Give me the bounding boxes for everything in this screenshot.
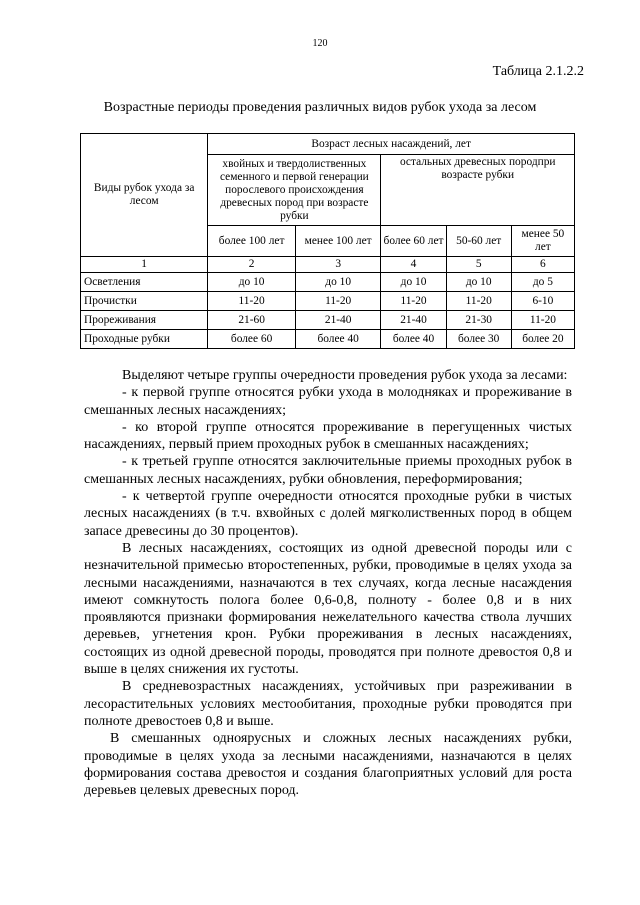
group-b-header: остальных древесных породпри возрасте рубки xyxy=(381,155,575,226)
table-cell: более 30 xyxy=(446,330,511,349)
body-text xyxy=(84,367,572,799)
column-number: 2 xyxy=(208,257,296,273)
row-name: Прореживания xyxy=(81,311,208,330)
table-row xyxy=(81,273,575,292)
paragraph: В лесных насаждениях, состоящих из одной древесной породы или с незначительной примесью второстепенных, рубки, проводимые в целях ухода за лесными насаждениями, назначаются в тех случаях, когда лесные насаждения имеют сомкнутость полога более 0,6-0,8, полноту - более 0,8 и в них проявляются признаки формирования нежелательного качества ствола лучших деревьев, угнетения крон. Рубки прореживания в лесных насаждениях, состоящих из одной древесной породы, проводятся при полноте древостоя 0,8 и выше в целях снижения их густоты. xyxy=(84,540,572,678)
table-cell: более 40 xyxy=(381,330,446,349)
table-cell: 6-10 xyxy=(511,292,574,311)
table-cell: 11-20 xyxy=(446,292,511,311)
table-cell: до 10 xyxy=(381,273,446,292)
table-cell: до 5 xyxy=(511,273,574,292)
row-header-cell: Виды рубок ухода за лесом xyxy=(81,134,208,257)
list-item: - к первой группе относятся рубки ухода в молодняках и прореживание в смешанных лесных насаждениях; xyxy=(84,385,572,418)
subheader-cell: менее 100 лет xyxy=(295,226,381,257)
paragraph: В средневозрастных насаждениях, устойчивых при разреживании в лесорастительных условиях местообитания, проходные рубки проводятся при полноте древостоев 0,8 и выше. xyxy=(84,679,572,729)
table-cell: 21-40 xyxy=(381,311,446,330)
column-number: 6 xyxy=(511,257,574,273)
table-cell: 11-20 xyxy=(208,292,296,311)
table-cell: 11-20 xyxy=(295,292,381,311)
paragraph: В смешанных одноярусных и сложных лесных насаждениях рубки, проводимые в целях ухода за лесными насаждениями, назначаются в целях формирования состава древостоя и создания благоприятных условий для роста деревьев целевых древесных пород. xyxy=(84,731,572,799)
row-name: Проходные рубки xyxy=(81,330,208,349)
group-a-header: хвойных и твердолиственных семенного и первой генерации порослевого происхождения древесных пород при возрасте рубки xyxy=(208,155,381,226)
row-name: Осветления xyxy=(81,273,208,292)
table-cell: более 60 xyxy=(208,330,296,349)
table-cell: 21-30 xyxy=(446,311,511,330)
page-number: 120 xyxy=(312,38,328,49)
column-number-row xyxy=(81,257,575,273)
table-cell: более 20 xyxy=(511,330,574,349)
table-cell: более 40 xyxy=(295,330,381,349)
row-name: Прочистки xyxy=(81,292,208,311)
table-row xyxy=(81,311,575,330)
subheader-cell: 50-60 лет xyxy=(446,226,511,257)
table-row xyxy=(81,330,575,349)
table-cell: 21-40 xyxy=(295,311,381,330)
table-title: Возрастные периоды проведения различных видов рубок ухода за лесом xyxy=(103,100,537,115)
subheader-cell: более 60 лет xyxy=(381,226,446,257)
age-periods-table xyxy=(80,133,575,349)
table-label: Таблица 2.1.2.2 xyxy=(492,64,584,79)
table-cell: до 10 xyxy=(208,273,296,292)
column-number: 1 xyxy=(81,257,208,273)
column-number: 4 xyxy=(381,257,446,273)
subheader-cell: менее 50 лет xyxy=(511,226,574,257)
table-cell: 11-20 xyxy=(381,292,446,311)
column-number: 5 xyxy=(446,257,511,273)
list-item: - к третьей группе относятся заключительные приемы проходных рубок в смешанных лесных насаждениях, рубки обновления, переформирования; xyxy=(84,454,572,487)
table-cell: до 10 xyxy=(295,273,381,292)
table-cell: 11-20 xyxy=(511,311,574,330)
table-header-row xyxy=(81,134,575,155)
table-cell: 21-60 xyxy=(208,311,296,330)
table-cell: до 10 xyxy=(446,273,511,292)
table-row xyxy=(81,292,575,311)
column-number: 3 xyxy=(295,257,381,273)
paragraph: Выделяют четыре группы очередности проведения рубок ухода за лесами: xyxy=(122,368,568,383)
subheader-cell: более 100 лет xyxy=(208,226,296,257)
age-header-cell: Возраст лесных насаждений, лет xyxy=(208,134,575,155)
list-item: - к четвертой группе очередности относятся проходные рубки в чистых лесных насаждениях (в т.ч. вхвойных с долей мягколиственных пород в общем запасе древесины до 30 процентов). xyxy=(84,489,572,539)
list-item: - ко второй группе относятся прореживание в перегущенных чистых насаждениях, первый прием проходных рубок в смешанных насаждениях; xyxy=(84,419,572,453)
